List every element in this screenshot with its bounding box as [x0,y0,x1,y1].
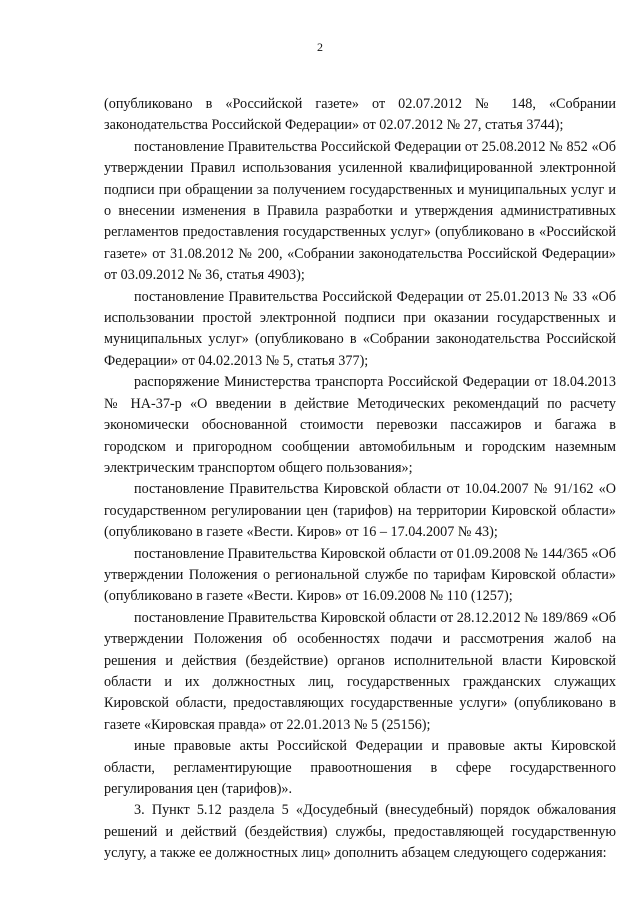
paragraph: постановление Правительства Кировской области от 01.09.2008 № 144/365 «Об утверждении Положения о региональной службе по тарифам Кировской области» (опубликовано в газете «Вести. Киров» от 16.09.2008 № 110 (1257); [104,545,616,605]
paragraph: распоряжение Министерства транспорта Российской Федерации от 18.04.2013 № НА-37-р «О введении в действие Методических рекомендаций по расчету экономически обоснованной стоимости перевозки пассажиров и багажа в городском и пригородном сообщении автомобильным и городским наземным электрическим транспортом общего пользования»; [104,374,616,476]
paragraph: постановление Правительства Кировской области от 10.04.2007 № 91/162 «О государственном регулировании цен (тарифов) на территории Кировской области» (опубликовано в газете «Вести. Киров» от 16 – 17.04.2007 № 43); [104,481,616,541]
paragraph: постановление Правительства Кировской области от 28.12.2012 № 189/869 «Об утверждении Положения об особенностях подачи и рассмотрения жалоб на решения и действия (бездействие) органов исполнительной власти Кировской области и их должностных лиц, государственных гражданских служащих Кировской области, предоставляющих государственные услуги» (опубликовано в газете «Кировская правда» от 22.01.2013 № 5 (25156); [104,609,616,733]
paragraph: (опубликовано в «Российской газете» от 02.07.2012 № 148, «Собрании законодательства Российской Федерации» от 02.07.2012 № 27, статья 3744); [104,96,616,134]
page-number: 2 [317,40,323,54]
paragraph: постановление Правительства Российской Федерации от 25.01.2013 № 33 «Об использовании простой электронной подписи при оказании государственных и муниципальных услуг» (опубликовано в «Собрании законодательства Российской Федерации» от 04.02.2013 № 5, статья 377); [104,288,616,369]
paragraph: 3. Пункт 5.12 раздела 5 «Досудебный (внесудебный) порядок обжалования решений и действий (бездействия) службы, предоставляющей государственную услугу, а также ее должностных лиц» дополнить абзацем следующего содержания: [104,802,616,862]
document-body [104,94,616,865]
paragraph: иные правовые акты Российской Федерации и правовые акты Кировской области, регламентирующие правоотношения в сфере государственного регулирования цен (тарифов)». [104,738,616,797]
paragraph: постановление Правительства Российской Федерации от 25.08.2012 № 852 «Об утверждении Правил использования усиленной квалифицированной электронной подписи при обращении за получением государственных и муниципальных услуг и о внесении изменения в Правила разработки и утверждения административных регламентов предоставления государственных услуг» (опубликовано в «Российской газете» от 31.08.2012 № 200, «Собрании законодательства Российской Федерации» от 03.09.2012 № 36, статья 4903); [104,138,616,284]
